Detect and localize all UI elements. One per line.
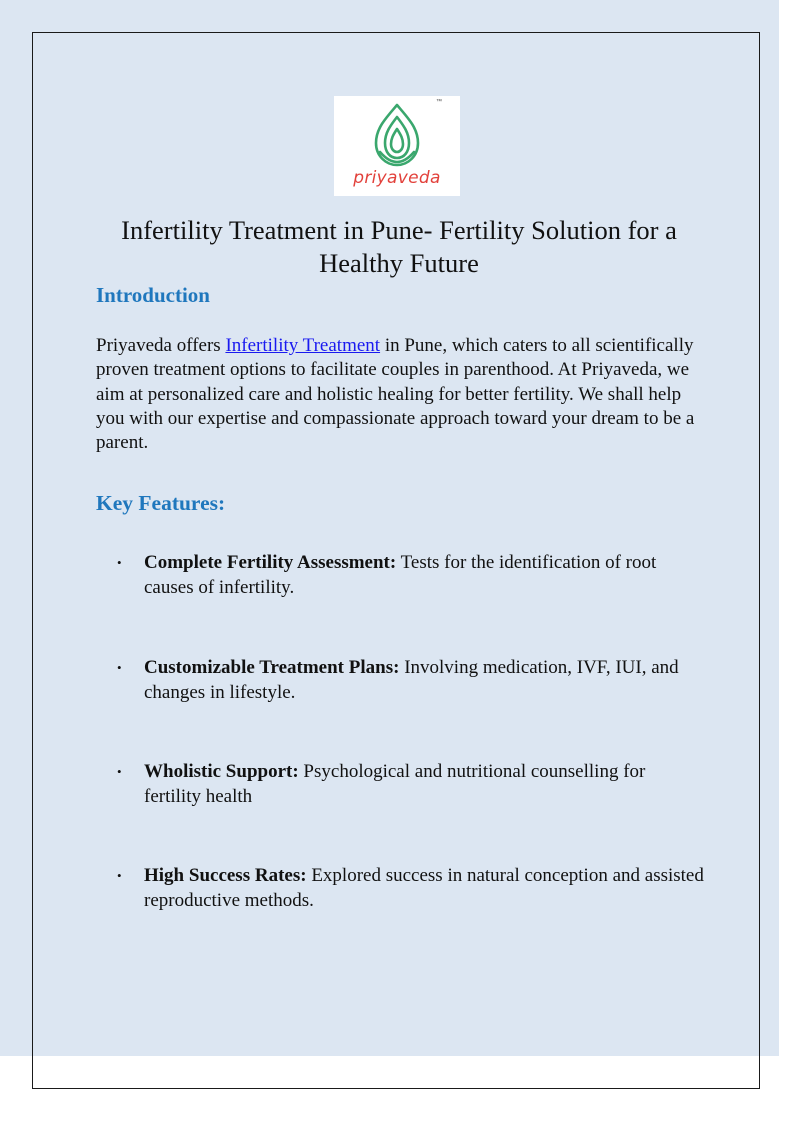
- feature-label: Customizable Treatment Plans:: [144, 657, 400, 678]
- feature-text: [144, 551, 704, 600]
- feature-label: Wholistic Support:: [144, 761, 299, 782]
- feature-description: Tests for the identification of root causes of infertility.: [144, 552, 657, 598]
- logo-wordmark: priyaveda: [353, 168, 441, 188]
- feature-label: High Success Rates:: [144, 865, 307, 886]
- feature-description: Explored success in natural conception and assisted reproductive methods.: [144, 865, 704, 911]
- feature-text: [144, 864, 704, 913]
- feature-text: [144, 656, 704, 705]
- feature-label: Complete Fertility Assessment:: [144, 552, 397, 573]
- bullet-icon: •: [117, 555, 122, 570]
- introduction-paragraph: [96, 334, 701, 455]
- feature-description: Involving medication, IVF, IUI, and changes in lifestyle.: [144, 657, 679, 703]
- bullet-icon: •: [117, 660, 122, 675]
- page-title: Infertility Treatment in Pune- Fertility Solution for a Healthy Future: [121, 215, 677, 278]
- lotus-leaf-icon: [368, 102, 426, 168]
- intro-text-end: in Pune, which caters to all scientifically proven treatment options to facilitate couples in parenthood. At Priyaveda, we aim at personalized care and holistic healing for better fertility. We shall help you with our expertise and compassionate approach toward your dream to be a parent.: [96, 335, 695, 454]
- bullet-icon: •: [117, 868, 122, 883]
- introduction-heading: Introduction: [96, 283, 210, 307]
- key-features-heading: Key Features:: [96, 491, 226, 515]
- bullet-icon: •: [117, 764, 122, 779]
- feature-text: [144, 760, 704, 809]
- feature-description: Psychological and nutritional counselling for fertility health: [144, 761, 646, 807]
- infertility-treatment-link[interactable]: Infertility Treatment: [225, 335, 381, 356]
- priyaveda-logo: [334, 96, 460, 196]
- trademark-symbol: ™: [436, 99, 442, 105]
- intro-text-start: Priyaveda offers: [96, 335, 226, 356]
